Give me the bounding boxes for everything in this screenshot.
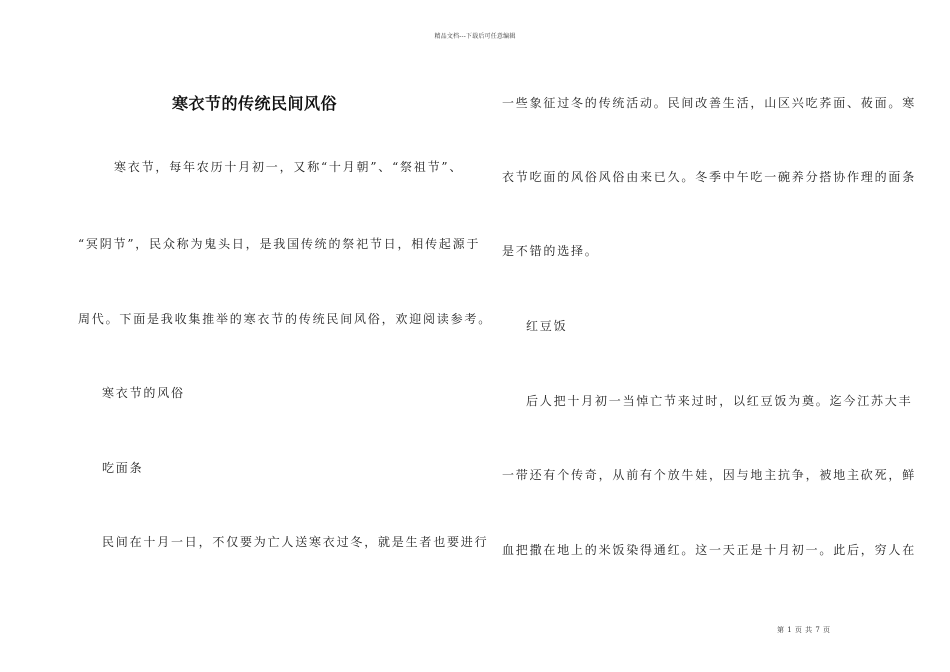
paragraph-line: 周代。下面是我收集推举的寒衣节的传统民间风俗，欢迎阅读参考。 [78,312,493,326]
paragraph-line: 民间在十月一日，不仅要为亡人送寒衣过冬，就是生者也要进行 [102,535,489,549]
paragraph-line: 血把撒在地上的米饭染得通红。这一天正是十月初一。此后，穷人在 [502,543,917,557]
subsection-heading: 红豆饭 [526,319,568,333]
paragraph-line: 寒衣节，每年农历十月初一，又称“十月朝”、“祭祖节”、 [114,160,464,174]
paragraph-line: “冥阴节”，民众称为鬼头日，是我国传统的祭祀节日，相传起源于 [78,237,481,251]
page-number: 第 1 页 共 7 页 [777,626,831,634]
paragraph-line: 是不错的选择。 [502,244,599,258]
paragraph-line: 一带还有个传奇，从前有个放牛娃，因与地主抗争，被地主砍死，鲜 [502,468,917,482]
page-header: 精品文档---下载后可任意编辑 [434,33,516,40]
paragraph-line: 一些象征过冬的传统活动。民间改善生活，山区兴吃荞面、莜面。寒 [502,96,917,110]
subsection-heading: 吃面条 [102,461,144,475]
paragraph-line: 后人把十月初一当悼亡节来过时，以红豆饭为奠。迄今江苏大丰 [526,394,913,408]
paragraph-line: 衣节吃面的风俗风俗由来已久。冬季中午吃一碗养分搭协作理的面条 [502,170,917,184]
section-heading: 寒衣节的风俗 [102,386,185,400]
article-title: 寒衣节的传统民间风俗 [172,94,338,113]
